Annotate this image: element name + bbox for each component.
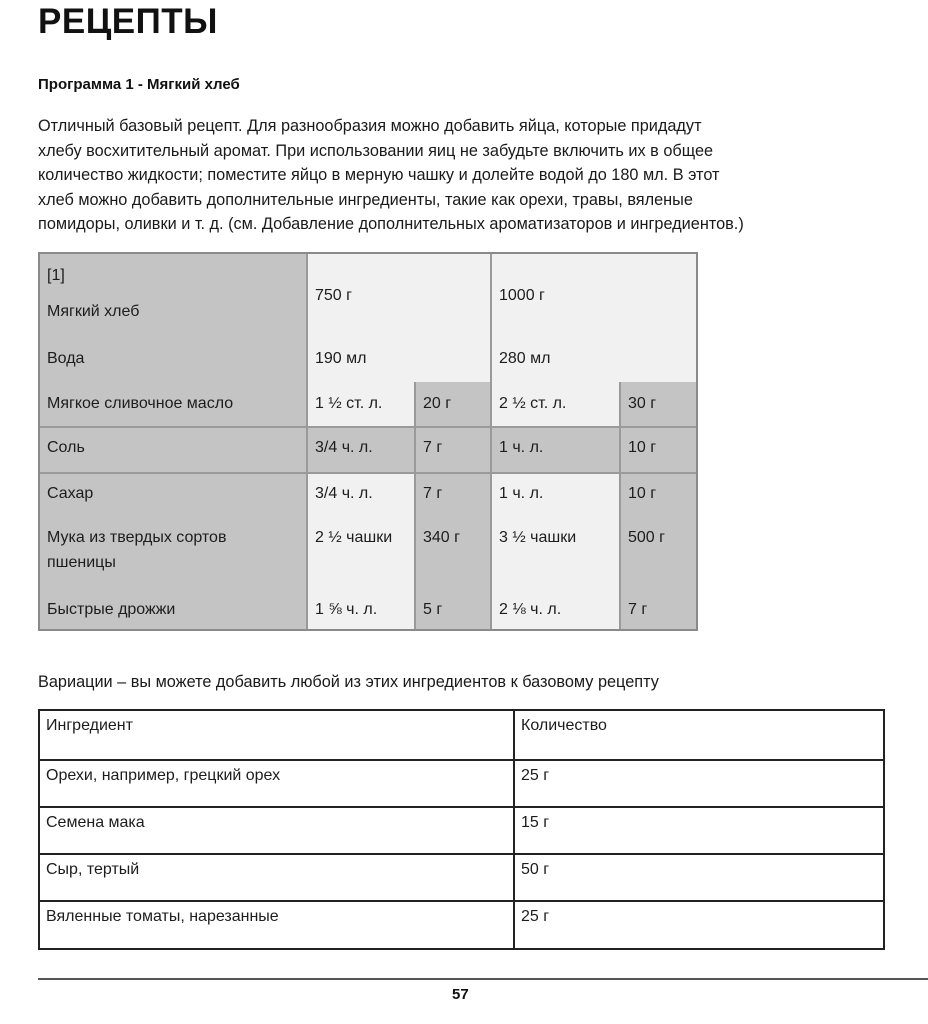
butter-750-measure: 1 ½ ст. л. — [315, 395, 383, 412]
ingredient-cell: Орехи, например, грецкий орех — [46, 767, 281, 784]
variations-caption: Вариации – вы можете добавить любой из этих ингредиентов к базовому рецепту — [38, 673, 659, 691]
sugar-750-measure: 3/4 ч. л. — [315, 485, 373, 502]
flour-750-grams: 340 г — [423, 529, 460, 546]
flour-label-line: Мука из твердых сортов — [47, 529, 227, 546]
amount-header: Количество — [521, 717, 607, 734]
sugar-1000-grams: 10 г — [628, 485, 657, 502]
salt-750-measure: 3/4 ч. л. — [315, 439, 373, 456]
flour-750-measure: 2 ½ чашки — [315, 529, 393, 546]
recipe-table — [38, 252, 698, 631]
salt-750-grams: 7 г — [423, 439, 443, 456]
flour-label-line: пшеницы — [47, 554, 116, 571]
flour-label — [40, 516, 233, 575]
ingredient-cell: Сыр, тертый — [46, 861, 140, 878]
amount-cell: 15 г — [521, 814, 550, 831]
page-title: РЕЦЕПТЫ — [38, 2, 218, 41]
size-1000: 1000 г — [499, 287, 545, 304]
yeast-label: Быстрые дрожжи — [47, 601, 176, 618]
salt-1000-measure: 1 ч. л. — [499, 439, 544, 456]
intro-line: Отличный базовый рецепт. Для разнообразия можно добавить яйца, которые придадут — [38, 117, 702, 135]
ingredient-cell: Семена мака — [46, 814, 145, 831]
butter-750-grams: 20 г — [423, 395, 452, 412]
program-title: Программа 1 - Мягкий хлеб — [38, 76, 240, 93]
salt-label: Соль — [47, 439, 85, 456]
water-label: Вода — [47, 350, 85, 367]
sugar-label: Сахар — [47, 485, 94, 502]
table-row — [40, 808, 883, 855]
size-750: 750 г — [315, 287, 352, 304]
footer-divider — [38, 978, 928, 980]
water-1000: 280 мл — [499, 350, 551, 367]
yeast-750-grams: 5 г — [423, 601, 443, 618]
butter-label: Мягкое сливочное масло — [47, 395, 234, 412]
butter-1000-measure: 2 ½ ст. л. — [499, 395, 567, 412]
recipe-header-label — [40, 254, 306, 324]
intro-line: хлебу восхитительный аромат. При использовании яиц не забудьте включить их в общее — [38, 141, 714, 160]
yeast-1000-grams: 7 г — [628, 601, 648, 618]
flour-1000-grams: 500 г — [628, 529, 665, 546]
intro-paragraph — [38, 114, 898, 237]
yeast-1000-measure: 2 ⅛ ч. л. — [499, 601, 562, 618]
table-row — [40, 855, 883, 902]
intro-line: помидоры, оливки и т. д. (см. Добавление дополнительных ароматизаторов и ингредиентов.) — [38, 215, 744, 234]
bread-name: Мягкий хлеб — [47, 303, 140, 320]
sugar-1000-measure: 1 ч. л. — [499, 485, 544, 502]
butter-1000-grams: 30 г — [628, 395, 657, 412]
table-row — [40, 711, 883, 761]
amount-cell: 25 г — [521, 767, 550, 784]
intro-line: хлеб можно добавить дополнительные ингредиенты, такие как орехи, травы, вяленые — [38, 190, 693, 209]
yeast-750-measure: 1 ⅝ ч. л. — [315, 601, 378, 618]
ingredient-header: Ингредиент — [46, 717, 133, 734]
ingredient-cell: Вяленные томаты, нарезанные — [46, 908, 279, 925]
variations-table — [38, 709, 885, 950]
table-row — [40, 902, 883, 948]
intro-line: количество жидкости; поместите яйцо в мерную чашку и долейте водой до 180 мл. В этот — [38, 166, 720, 185]
amount-cell: 25 г — [521, 908, 550, 925]
salt-1000-grams: 10 г — [628, 439, 657, 456]
program-number: [1] — [47, 267, 65, 284]
sugar-750-grams: 7 г — [423, 485, 443, 502]
table-row — [40, 761, 883, 808]
page-number: 57 — [452, 986, 469, 1003]
flour-1000-measure: 3 ½ чашки — [499, 529, 577, 546]
amount-cell: 50 г — [521, 861, 550, 878]
water-750: 190 мл — [315, 350, 367, 367]
